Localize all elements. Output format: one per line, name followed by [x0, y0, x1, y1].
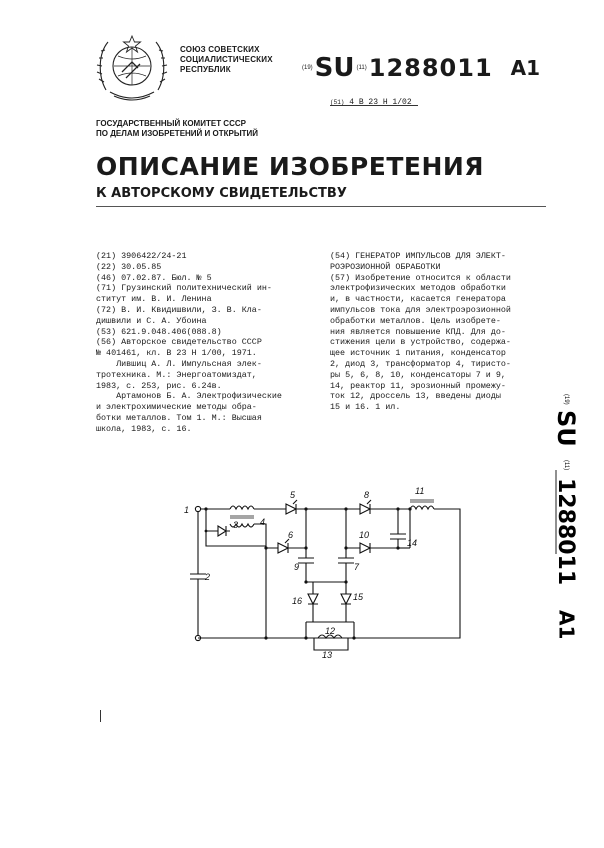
committee-line: ПО ДЕЛАМ ИЗОБРЕТЕНИЙ И ОТКРЫТИЙ [96, 129, 259, 138]
side-patent-number [552, 394, 597, 662]
biblio-line: ститут им. В. И. Ленина [96, 294, 212, 305]
abstract-line: обработки металлов. Цель изобрете- [330, 315, 501, 326]
biblio-line: (21) 3906422/24-21 [96, 251, 187, 261]
country-code: SU [314, 53, 355, 83]
biblio-line: школа, 1983, с. 16. [96, 423, 192, 434]
circuit-diagram [178, 486, 468, 660]
abstract-line: 15 и 16. 1 ил. [330, 402, 401, 413]
label-2: 2 [205, 572, 211, 582]
ipc-code: (51) [330, 99, 345, 106]
choke-13 [314, 635, 348, 650]
union-line: РЕСПУБЛИК [180, 65, 231, 74]
biblio-line: (72) В. И. Квидишвили, З. В. Кла- [96, 304, 262, 315]
capacitor-7 [338, 548, 354, 582]
document-subtitle: К АВТОРСКОМУ СВИДЕТЕЛЬСТВУ [96, 186, 347, 201]
abstract-line: РОЭРОЗИОННОЙ ОБРАБОТКИ [330, 261, 441, 272]
abstract-line: электрофизических методов обработки [330, 283, 506, 294]
ipc-underline [330, 105, 418, 106]
side-code-19: (19) [563, 394, 569, 405]
abstract-line: ток 12, дроссель 13, введены диоды [330, 391, 501, 402]
label-3: 3 [233, 520, 239, 530]
abstract-line: импульсов тока для электроэрозионной [330, 304, 511, 315]
biblio-line: дишвили и С. А. Убоина [96, 315, 207, 326]
union-name [180, 45, 273, 75]
abstract-line: ры 5, 6, 8, 10, конденсаторы 7 и 9, [330, 369, 506, 380]
thyristor-10 [346, 543, 398, 553]
biblio-line: № 401461, кл. В 23 Н 1/00, 1971. [96, 348, 257, 359]
label-1: 1 [184, 505, 190, 515]
capacitor-2 [190, 512, 206, 635]
label-14: 14 [407, 538, 418, 548]
reactor-11 [410, 506, 434, 509]
diode-3 [218, 526, 226, 536]
biblio-line: и электрохимические методы обра- [96, 402, 257, 413]
thyristor-5 [286, 500, 346, 514]
label-4: 4 [260, 517, 266, 527]
thyristor-6 [266, 539, 306, 553]
ipc-value: 4 В 23 Н 1/02 [349, 98, 412, 107]
label-5: 5 [290, 490, 296, 500]
biblio-line: (53) 621.9.048.406(088.8) [96, 326, 222, 337]
label-13: 13 [322, 650, 333, 660]
abstract-line: 2, диод 3, трансформатор 4, тиристо- [330, 358, 511, 369]
label-9: 9 [294, 562, 300, 572]
biblio-line: Лившиц А. Л. Импульсная элек- [96, 358, 262, 369]
capacitor-9 [298, 548, 314, 582]
label-6: 6 [288, 530, 294, 540]
abstract-line: (54) ГЕНЕРАТОР ИМПУЛЬСОВ ДЛЯ ЭЛЕКТ- [330, 251, 506, 261]
document-title: ОПИСАНИЕ ИЗОБРЕТЕНИЯ [96, 152, 485, 181]
abstract-line: (57) Изобретение относится к области [330, 272, 511, 283]
capacitor-14 [390, 509, 406, 548]
patent-number: 1288011 [368, 54, 493, 82]
label-11: 11 [415, 486, 425, 496]
label-12: 12 [325, 626, 336, 636]
patent-kind: A1 [510, 56, 541, 80]
biblio-line: 1983, с. 253, рис. 6.24в. [96, 380, 222, 391]
diode-15 [341, 582, 351, 622]
biblio-line: тротехника. М.: Энергоатомиздат, [96, 369, 257, 380]
side-country-code: SU [552, 410, 580, 447]
abstract-line: ния является повышение КПД. Для до- [330, 326, 506, 337]
union-line: СОЦИАЛИСТИЧЕСКИХ [180, 55, 273, 64]
biblio-line: (71) Грузинский политехнический ин- [96, 283, 272, 294]
terminal-top [195, 506, 200, 511]
label-10: 10 [359, 530, 370, 540]
side-patent-number-value: 1288011 [553, 478, 578, 586]
committee-name [96, 119, 258, 139]
biblio-line: ботки металлов. Том 1. М.: Высшая [96, 412, 262, 423]
scan-mark [100, 710, 101, 722]
patent-number-block [300, 53, 540, 83]
side-code-11: (11) [563, 460, 569, 471]
diode-16 [308, 582, 318, 622]
code-19: (19) [302, 65, 313, 71]
code-11: (11) [356, 65, 367, 71]
title-rule [96, 206, 546, 207]
biblio-line: (46) 07.02.87. Бюл. № 5 [96, 272, 212, 283]
bibliographic-data [96, 251, 300, 435]
abstract-line: и, в частности, касается генератора [330, 294, 506, 305]
label-8: 8 [364, 490, 370, 500]
abstract-line: стижения цели в устройство, содержа- [330, 337, 511, 348]
label-15: 15 [353, 592, 364, 602]
label-7: 7 [354, 562, 360, 572]
ussr-emblem-icon [96, 28, 168, 106]
biblio-line: (56) Авторское свидетельство СССР [96, 337, 262, 348]
biblio-line: Артамонов Б. А. Электрофизические [96, 391, 282, 402]
abstract-line: 14, реактор 11, эрозионный промежу- [330, 380, 506, 391]
union-line: СОЮЗ СОВЕТСКИХ [180, 45, 260, 54]
transformer-primary [230, 506, 254, 509]
label-16: 16 [292, 596, 303, 606]
abstract [330, 251, 550, 413]
committee-line: ГОСУДАРСТВЕННЫЙ КОМИТЕТ СССР [96, 119, 246, 128]
thyristor-8 [346, 500, 410, 514]
side-patent-kind: A1 [554, 610, 579, 640]
abstract-line: щее источник 1 питания, конденсатор [330, 348, 506, 359]
biblio-line: (22) 30.05.85 [96, 261, 162, 272]
